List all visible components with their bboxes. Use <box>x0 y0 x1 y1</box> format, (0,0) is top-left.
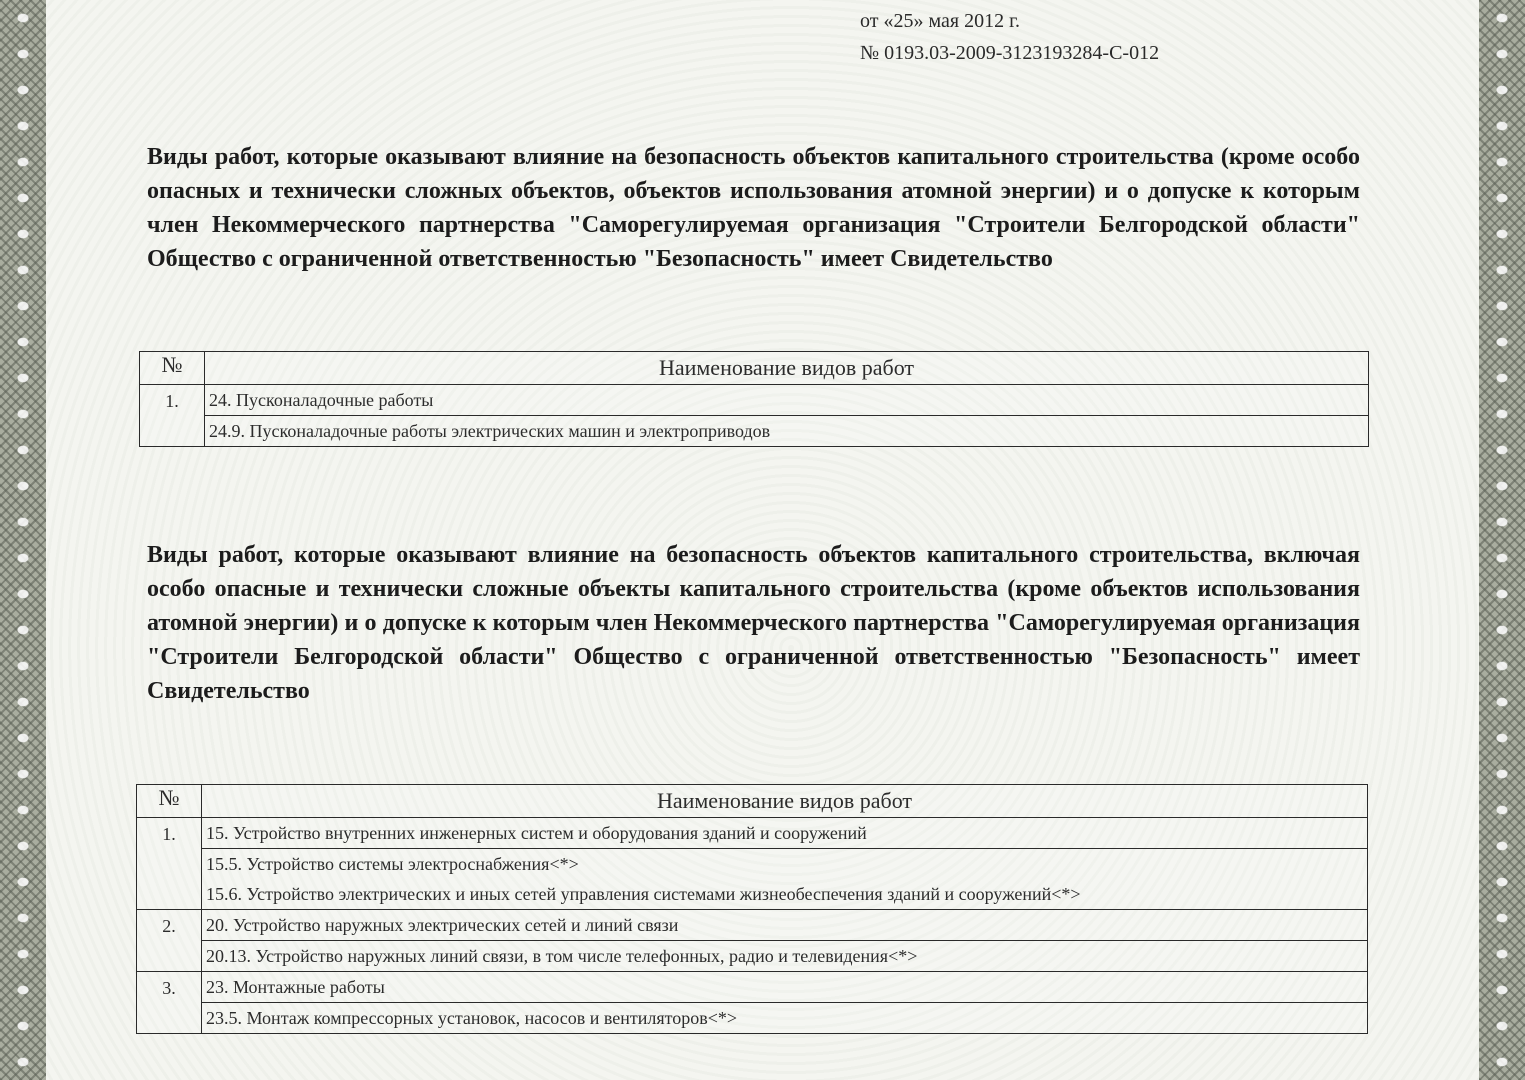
row-number: 1. <box>137 818 202 910</box>
row-number: 2. <box>137 910 202 972</box>
row-number: 3. <box>137 972 202 1034</box>
row-content <box>202 818 1368 910</box>
section2-works-table <box>136 784 1368 1034</box>
row-content <box>202 910 1368 972</box>
certificate-date: от «25» мая 2012 г. <box>860 10 1021 32</box>
decorative-border-left <box>0 0 46 1080</box>
column-header-name: Наименование видов работ <box>202 785 1368 818</box>
row-content <box>205 385 1369 447</box>
work-item: 15.5. Устройство системы электроснабжения<*> <box>206 854 579 874</box>
column-header-name: Наименование видов работ <box>205 352 1369 385</box>
work-group-title: 20. Устройство наружных электрических сетей и линий связи <box>202 910 1367 941</box>
work-item: 20.13. Устройство наружных линий связи, в том числе телефонных, радио и телевидения<*> <box>206 946 918 966</box>
table-row <box>137 910 1368 972</box>
column-header-number: № <box>140 352 205 385</box>
work-item: 24.9. Пусконаладочные работы электрических машин и электроприводов <box>209 421 771 441</box>
table-row <box>137 972 1368 1034</box>
work-group-title: 24. Пусконаладочные работы <box>205 385 1368 416</box>
row-content <box>202 972 1368 1034</box>
section2-heading: Виды работ, которые оказывают влияние на безопасность объектов капитального строительства, включая особо опасные и технически сложные объекты капитального строительства (кроме объектов использования атомной энергии) и о допуске к которым член Некоммерческого партнерства "Саморегулируемая организация "Строители Белгородской области" Общество с ограниченной ответственностью "Безопасность" имеет Свидетельство <box>147 542 1360 704</box>
certificate-number: № 0193.03-2009-3123193284-С-012 <box>860 42 1160 64</box>
table-header-row <box>137 785 1368 818</box>
decorative-border-right <box>1479 0 1525 1080</box>
row-number: 1. <box>140 385 205 447</box>
work-item: 15.6. Устройство электрических и иных сетей управления системами жизнеобеспечения зданий и сооружений<*> <box>206 884 1081 904</box>
table-row <box>137 818 1368 910</box>
work-item: 23.5. Монтаж компрессорных установок, насосов и вентиляторов<*> <box>206 1008 738 1028</box>
section1-works-table <box>139 351 1369 447</box>
column-header-number: № <box>137 785 202 818</box>
table-row <box>140 385 1369 447</box>
table-header-row <box>140 352 1369 385</box>
work-group-title: 15. Устройство внутренних инженерных систем и оборудования зданий и сооружений <box>202 818 1367 849</box>
work-group-title: 23. Монтажные работы <box>202 972 1367 1003</box>
section1-heading: Виды работ, которые оказывают влияние на безопасность объектов капитального строительства (кроме особо опасных и технически сложных объектов, объектов использования атомной энергии) и о допуске к которым член Некоммерческого партнерства "Саморегулируемая организация "Строители Белгородской области" Общество с ограниченной ответственностью "Безопасность" имеет Свидетельство <box>147 144 1360 272</box>
